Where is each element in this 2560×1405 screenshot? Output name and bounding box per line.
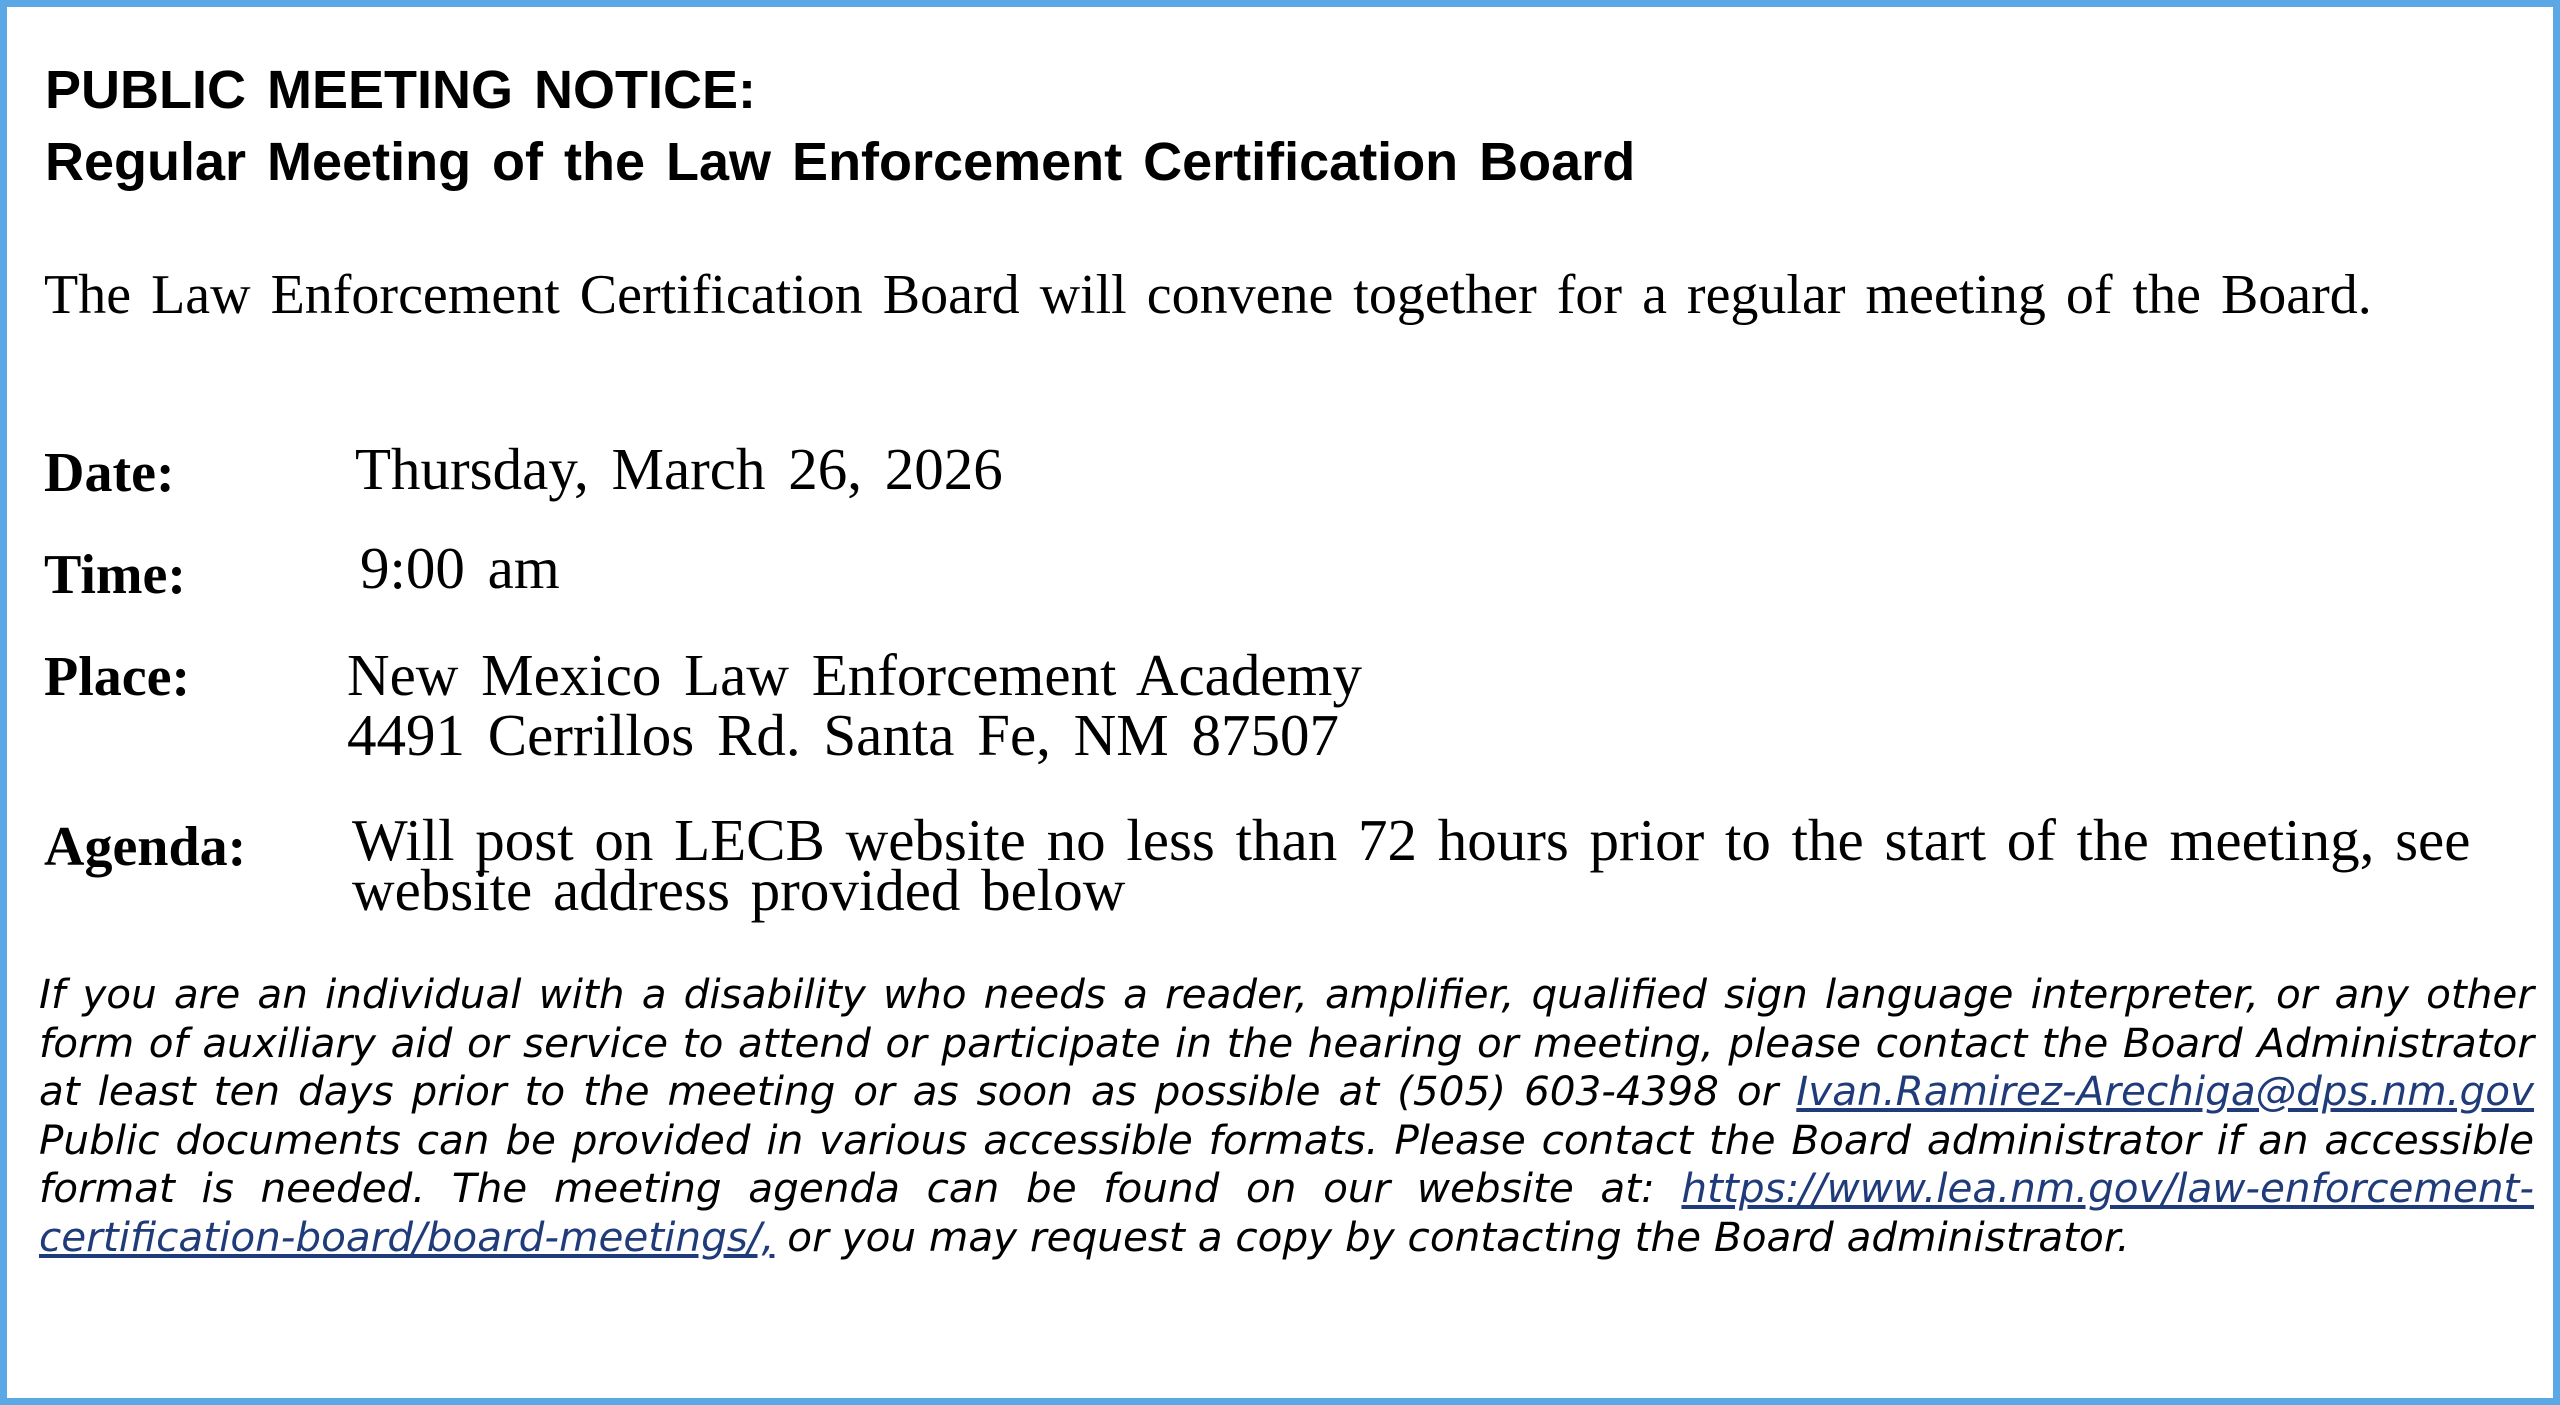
agenda-value: Will post on LECB website no less than 72 hours prior to the start of the meeting, see website address provided below: [352, 807, 2471, 923]
date-label: Date:: [44, 442, 175, 504]
accessibility-text-1: If you are an individual with a disability who needs a reader, amplifier, qualified sign language interpreter, or any other form of auxiliary aid or service to attend or participate in the hearing or meeting, please contact the Board Administrator at least ten days prior to the meeting or as soon as possible at: [39, 970, 2534, 1115]
agenda-label: Agenda:: [44, 816, 247, 878]
website-link[interactable]: https://www.lea.nm.gov/law-enforcement-certification-board/board-meetings/,: [39, 1164, 2534, 1261]
phone-number: (505) 603-4398: [1397, 1067, 1719, 1115]
time-label: Time:: [44, 544, 187, 606]
accessibility-text-4: or you may request a copy by contacting the Board administrator.: [774, 1212, 2130, 1261]
accessibility-text-3: Public documents can be provided in various accessible formats. Please contact the Board administrator if an accessible format is needed. The meeting agenda can be found on our website at:: [39, 1115, 2534, 1212]
place-name: New Mexico Law Enforcement Academy: [347, 642, 1362, 708]
intro-paragraph: The Law Enforcement Certification Board will convene together for a regular meeting of the Board.: [44, 264, 2372, 326]
notice-title: PUBLIC MEETING NOTICE:: [45, 60, 756, 120]
accessibility-text-2: or: [1718, 1067, 1797, 1115]
place-address: 4491 Cerrillos Rd. Santa Fe, NM 87507: [347, 702, 1339, 768]
email-link[interactable]: Ivan.Ramirez-Arechiga@dps.nm.gov: [1796, 1067, 2534, 1115]
notice-subtitle: Regular Meeting of the Law Enforcement Certification Board: [45, 132, 1636, 192]
date-value: Thursday, March 26, 2026: [355, 436, 1003, 502]
place-label: Place:: [44, 646, 191, 708]
accessibility-notice: [39, 970, 2534, 1261]
time-value: 9:00 am: [360, 535, 560, 601]
